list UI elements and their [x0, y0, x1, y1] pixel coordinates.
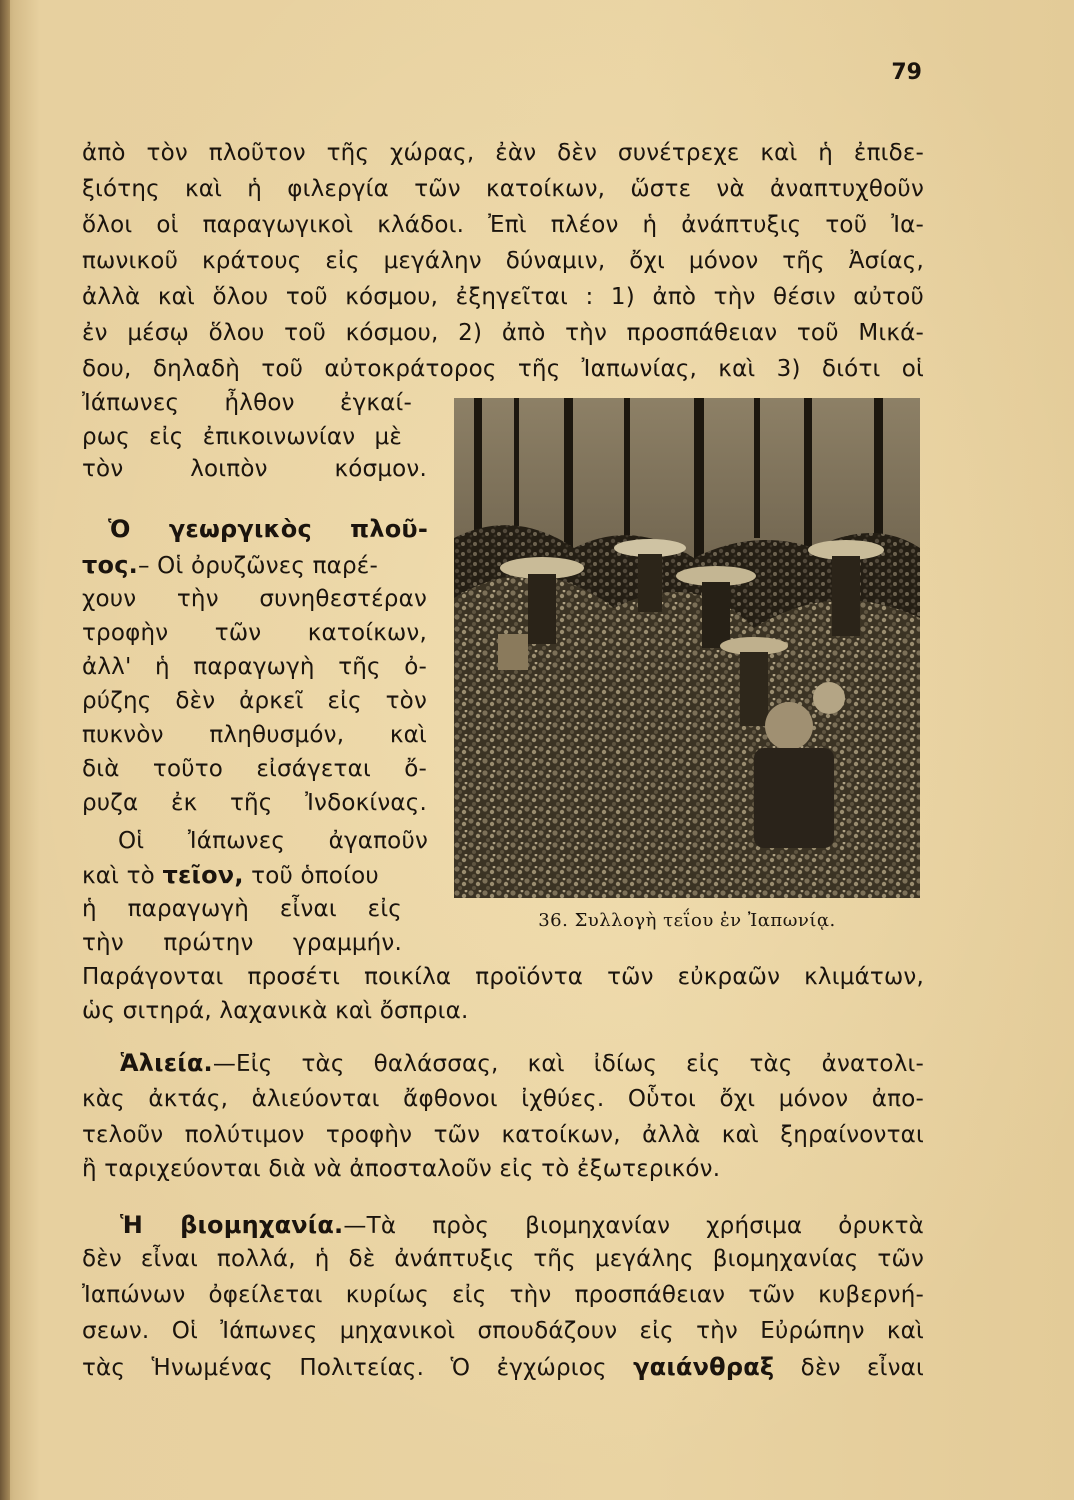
page-binding-edge [0, 0, 10, 1500]
text-line: ἀπὸ τὸν πλοῦτον τῆς χώρας, ἐὰν δὲν συνέτρεχε καὶ ἡ ἐπιδε- [82, 140, 924, 166]
text-span: τοῦ ὁποίου [243, 863, 379, 889]
text-line: δὲν εἶναι πολλά, ἡ δὲ ἀνάπτυξις τῆς μεγάλης βιομηχανίας τῶν [82, 1246, 924, 1272]
text-line: ἢ ταριχεύονται διὰ νὰ ἀποσταλοῦν εἰς τὸ ἐξωτερικόν. [82, 1156, 721, 1182]
text-span: δὲν εἶναι [774, 1355, 925, 1381]
industry-first-line [120, 1208, 924, 1242]
text-line: ρύζης δὲν ἀρκεῖ εἰς τὸν [82, 688, 427, 714]
section-heading-fishing: Ἁλιεία. [120, 1049, 213, 1077]
agriculture-first-line [82, 548, 427, 582]
text-line: ρως εἰς ἐπικοινωνίαν μὲ [82, 424, 402, 450]
text-span: – Οἱ ὀρυζῶνες παρέ- [137, 553, 378, 579]
text-line: διὰ τοῦτο εἰσάγεται ὄ- [82, 756, 427, 782]
page-number: 79 [891, 60, 922, 85]
section-heading-industry: Ἡ βιομηχανία. [120, 1211, 344, 1239]
text-span: τὰς Ἡνωμένας Πολιτείας. Ὁ ἐγχώριος [82, 1355, 634, 1381]
text-line: ἀλλὰ καὶ ὅλου τοῦ κόσμου, ἐξηγεῖται : 1) ἀπὸ τὴν θέσιν αὐτοῦ [82, 284, 924, 310]
tea-keyword: τεῖον, [162, 861, 244, 889]
industry-last-line [82, 1350, 924, 1384]
text-span: —Εἰς τὰς θαλάσσας, καὶ ἰδίως εἰς τὰς ἀνατολι- [212, 1051, 924, 1077]
text-line: πωνικοῦ κράτους εἰς μεγάλην δύναμιν, ὄχι μόνον τῆς Ἀσίας, [82, 248, 924, 274]
text-line: ξιότης καὶ ἡ φιλεργία τῶν κατοίκων, ὥστε νὰ ἀναπτυχθοῦν [82, 176, 924, 202]
text-line: τροφὴν τῶν κατοίκων, [82, 620, 427, 646]
text-span: —Τὰ πρὸς βιομηχανίαν χρήσιμα ὀρυκτὰ [343, 1213, 924, 1239]
section-heading-agriculture: Ὁ γεωργικὸς πλοῦ- [108, 515, 428, 543]
fishing-first-line [120, 1046, 924, 1080]
text-line: τελοῦν πολύτιμον τροφὴν τῶν κατοίκων, ἀλλὰ καὶ ξηραίνονται [82, 1122, 924, 1148]
text-line: πυκνὸν πληθυσμόν, καὶ [82, 722, 427, 748]
photo-illustration [454, 398, 920, 898]
text-line: Παράγονται προσέτι ποικίλα προϊόντα τῶν εὐκραῶν κλιμάτων, [82, 964, 924, 990]
text-line: ὡς σιτηρά, λαχανικὰ καὶ ὄσπρια. [82, 998, 469, 1024]
basket [498, 634, 528, 670]
text-span: καὶ τὸ [82, 863, 163, 889]
text-line: ἐν μέσῳ ὅλου τοῦ κόσμου, 2) ἀπὸ τὴν προσπάθειαν τοῦ Μικά- [82, 320, 924, 346]
tea-harvest-photo [454, 398, 920, 898]
text-line: Ἰαπώνων ὀφείλεται κυρίως εἰς τὴν προσπάθειαν τῶν κυβερνή- [82, 1282, 924, 1308]
coal-keyword: γαιάνθραξ [633, 1353, 775, 1381]
text-line: δου, δηλαδὴ τοῦ αὐτοκράτορος τῆς Ἰαπωνίας, καὶ 3) διότι οἱ [82, 356, 924, 382]
text-line: ρυζα ἐκ τῆς Ἰνδοκίνας. [82, 790, 427, 816]
text-line: τὴν πρώτην γραμμήν. [82, 930, 402, 956]
tea-line [82, 858, 379, 892]
text-line: χουν τὴν συνηθεστέραν [82, 586, 427, 612]
text-line: Ἰάπωνες ἦλθον ἐγκαί- [82, 390, 412, 416]
text-line: τὸν λοιπὸν κόσμον. [82, 456, 427, 482]
text-line: ἀλλ' ἡ παραγωγὴ τῆς ὀ- [82, 654, 427, 680]
text-line: κὰς ἀκτάς, ἁλιεύονται ἄφθονοι ἰχθύες. Οὗτοι ὄχι μόνον ἀπο- [82, 1086, 924, 1112]
text-line: ἡ παραγωγὴ εἶναι εἰς [82, 896, 402, 922]
section-heading-agriculture-continued: τος. [82, 551, 138, 579]
text-line: σεων. Οἱ Ἰάπωνες μηχανικοὶ σπουδάζουν εἰς τὴν Εὐρώπην καὶ [82, 1318, 924, 1344]
text-line: Οἱ Ἰάπωνες ἀγαποῦν [118, 828, 428, 854]
text-line: ὅλοι οἱ παραγωγικοὶ κλάδοι. Ἐπὶ πλέον ἡ ἀνάπτυξις τοῦ Ἰα- [82, 212, 924, 238]
figure-caption: 36. Συλλογὴ τεΐου ἐν Ἰαπωνίᾳ. [538, 910, 836, 931]
